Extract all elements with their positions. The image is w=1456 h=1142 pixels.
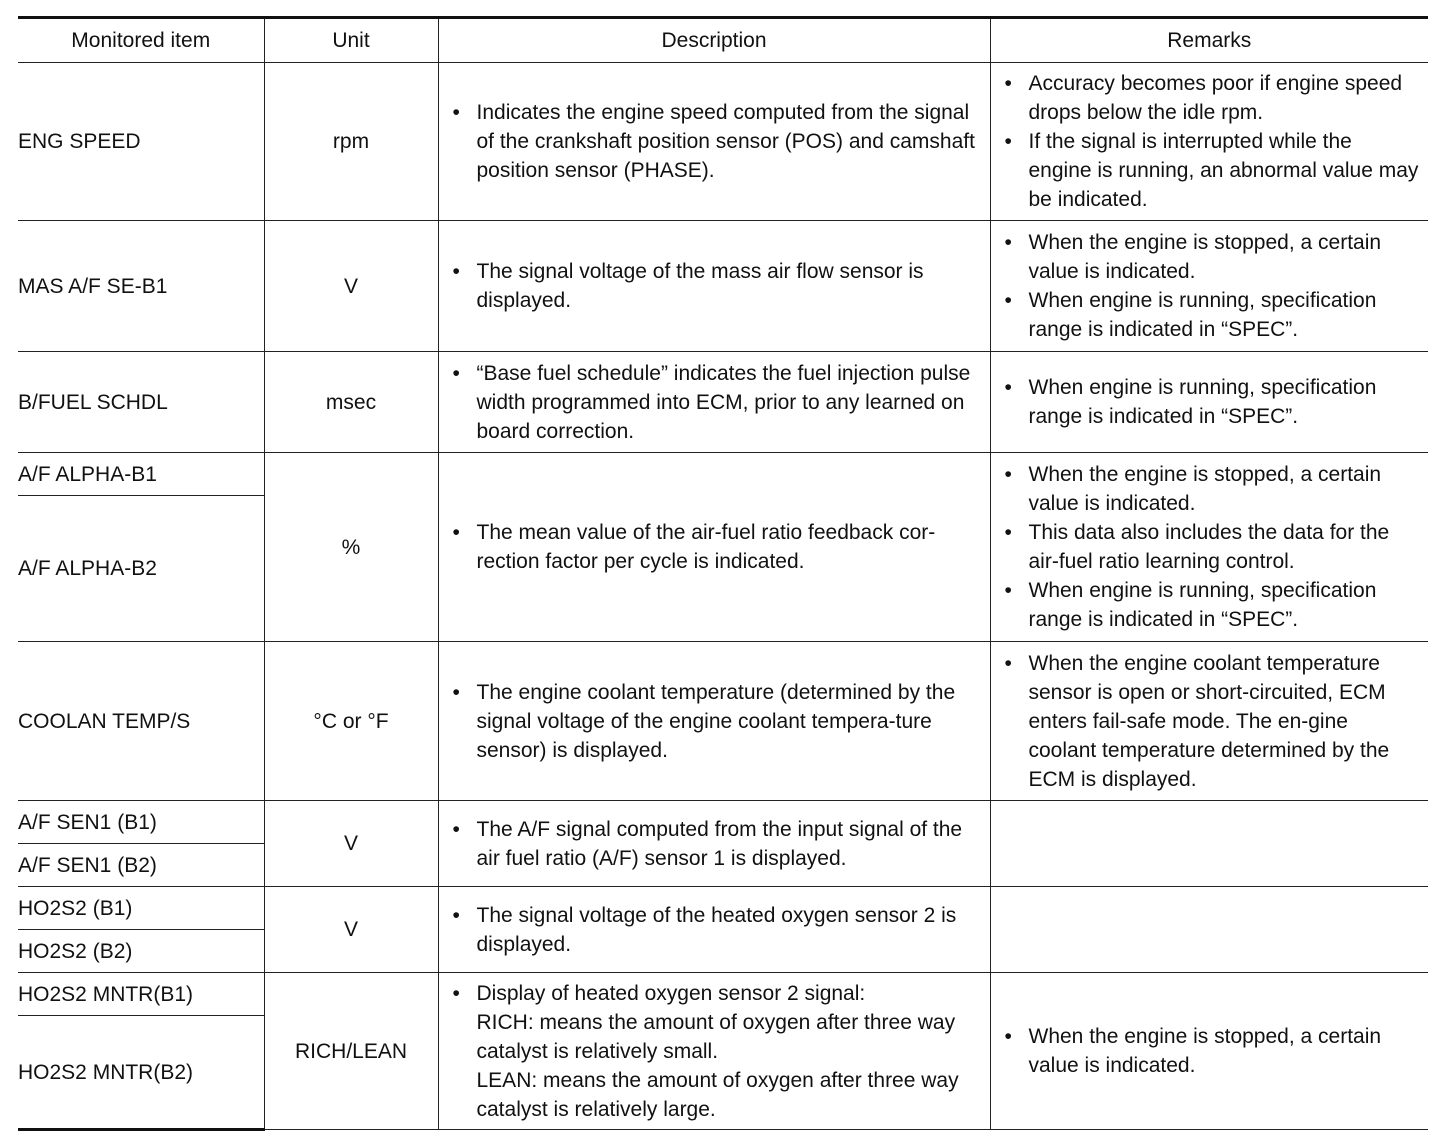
unit-value: RICH/LEAN [264,973,438,1130]
description-bullet: • “Base fuel schedule” indicates the fuel injection pulse width programmed into ECM, prior to any learned on board correction. [477,359,982,446]
table-row [18,453,1428,496]
item-name: HO2S2 MNTR(B1) [18,973,264,1016]
item-name: COOLAN TEMP/S [18,642,264,801]
table-row [18,642,1428,801]
unit-value: V [264,887,438,973]
remarks-cell [990,887,1428,973]
remarks-bullet: • When the engine is stopped, a certain value is indicated. [1029,228,1421,286]
description-cell [438,887,990,973]
unit-value: °C or °F [264,642,438,801]
header-unit: Unit [264,18,438,63]
remarks-bullet: • When engine is running, specification range is indicated in “SPEC”. [1029,576,1421,634]
description-bullet: • The signal voltage of the mass air flow sensor is displayed. [477,257,982,315]
remarks-cell [990,801,1428,887]
item-name: HO2S2 (B2) [18,930,264,973]
remarks-bullet: • When engine is running, specification range is indicated in “SPEC”. [1029,373,1421,431]
remarks-cell [990,973,1428,1130]
header-remarks: Remarks [990,18,1428,63]
table-row [18,63,1428,221]
description-bullet: • Indicates the engine speed computed from the signal of the crankshaft position sensor (POS) and camshaft position sensor (PHASE). [477,98,982,185]
description-line: • Display of heated oxygen sensor 2 signal: [476,981,866,1005]
remarks-bullet: • When the engine coolant temperature sensor is open or short-circuited, ECM enters fail-safe mode. The en-gine coolant temperature determined by the ECM is displayed. [1029,649,1421,794]
remarks-bullet: • When the engine is stopped, a certain value is indicated. [1029,460,1421,518]
description-line: LEAN: means the amount of oxygen after three way catalyst is relatively large. [476,1068,959,1121]
remarks-cell [990,63,1428,221]
unit-value: V [264,801,438,887]
remarks-cell [990,221,1428,352]
item-name: HO2S2 (B1) [18,887,264,930]
unit-value: rpm [264,63,438,221]
description-line: RICH: means the amount of oxygen after three way catalyst is relatively small. [476,1010,956,1063]
description-cell [438,642,990,801]
description-bullet: • The engine coolant temperature (determined by the signal voltage of the engine coolant tempera-ture sensor) is displayed. [477,678,982,765]
description-cell [438,973,990,1130]
table-row [18,221,1428,352]
item-name: ENG SPEED [18,63,264,221]
description-cell [438,352,990,453]
table-row [18,352,1428,453]
remarks-cell [990,352,1428,453]
item-name: A/F SEN1 (B1) [18,801,264,844]
table-row [18,973,1428,1016]
description-bullet [477,979,982,1124]
description-bullet: • The A/F signal computed from the input signal of the air fuel ratio (A/F) sensor 1 is displayed. [477,815,982,873]
description-cell [438,221,990,352]
remarks-bullet: • If the signal is interrupted while the engine is running, an abnormal value may be indicated. [1029,127,1421,214]
remarks-bullet: • When engine is running, specification range is indicated in “SPEC”. [1029,286,1421,344]
remarks-bullet: • Accuracy becomes poor if engine speed drops below the idle rpm. [1029,69,1421,127]
item-name: A/F ALPHA-B2 [18,496,264,642]
item-name: HO2S2 MNTR(B2) [18,1016,264,1130]
item-name: MAS A/F SE-B1 [18,221,264,352]
unit-value: V [264,221,438,352]
description-bullet: • The mean value of the air-fuel ratio feedback cor-rection factor per cycle is indicated. [477,518,982,576]
unit-value: msec [264,352,438,453]
description-cell [438,453,990,642]
item-name: B/FUEL SCHDL [18,352,264,453]
table-row [18,801,1428,844]
item-name: A/F ALPHA-B1 [18,453,264,496]
remarks-bullet: • When the engine is stopped, a certain value is indicated. [1029,1022,1421,1080]
header-row [18,18,1428,63]
remarks-cell [990,453,1428,642]
item-name: A/F SEN1 (B2) [18,844,264,887]
table-row [18,887,1428,930]
unit-value: % [264,453,438,642]
remarks-bullet: • This data also includes the data for the air-fuel ratio learning control. [1029,518,1421,576]
description-bullet: • The signal voltage of the heated oxygen sensor 2 is displayed. [477,901,982,959]
remarks-cell [990,642,1428,801]
monitored-items-table [18,16,1428,1131]
header-monitored-item: Monitored item [18,18,264,63]
description-cell [438,801,990,887]
header-description: Description [438,18,990,63]
description-cell [438,63,990,221]
